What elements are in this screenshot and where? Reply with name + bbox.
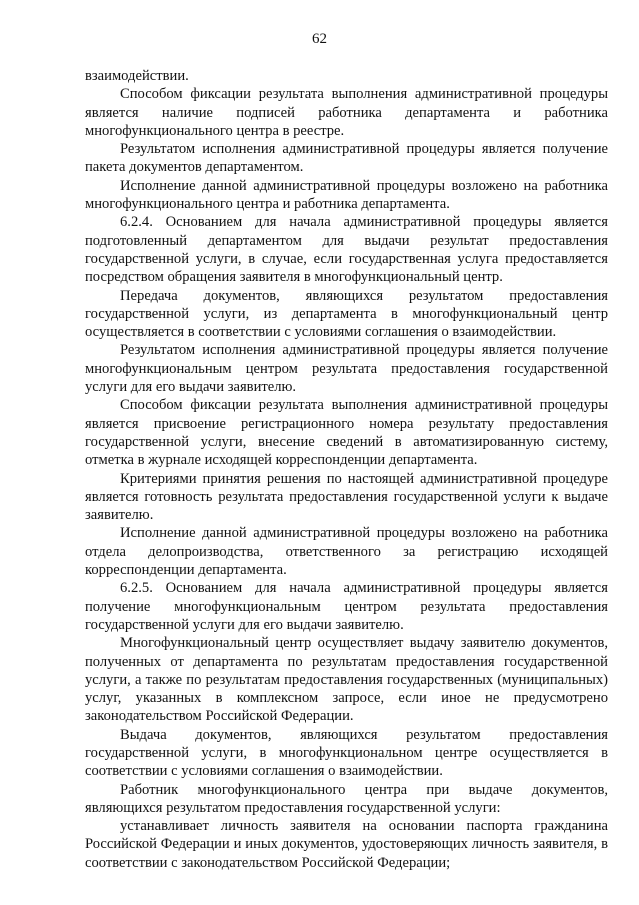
paragraph: Передача документов, являющихся результатом предоставления государственной услуги, из департамента в многофункциональный центр осуществляется в соответствии с условиями соглашения о взаимодействии. [85, 287, 608, 341]
paragraph: Работник многофункционального центра при выдаче документов, являющихся результатом предоставления государственной услуги: [85, 781, 608, 816]
paragraph: Многофункциональный центр осуществляет выдачу заявителю документов, полученных от департамента по результатам предоставления государственной услуги, а также по результатам предоставления государственных (муниципальных) услуг, указанных в комплексном запросе, если иное не предусмотрено законодательством Российской Федерации. [85, 635, 608, 725]
paragraph: Исполнение данной административной процедуры возложено на работника многофункционального центра и работника департамента. [85, 177, 608, 213]
paragraph-clause-6-2-4: 6.2.4. Основанием для начала административной процедуры является подготовленный департаментом для выдачи результат предоставления государственной услуги, в случае, если государственная услуга предоставляется посредством обращения заявителя в многофункциональный центр. [85, 214, 608, 286]
paragraph: Результатом исполнения административной процедуры является получение многофункциональным центром результата предоставления государственной услуги для его выдачи заявителю. [85, 342, 608, 396]
paragraph-continuation: взаимодействии. [85, 68, 189, 84]
paragraph: Способом фиксации результата выполнения административной процедуры является наличие подписей работника департамента и работника многофункционального центра в реестре. [85, 86, 608, 139]
paragraph: устанавливает личность заявителя на основании паспорта гражданина Российской Федерации и иных документов, удостоверяющих личность заявителя, в соответствии с законодательством Российской Федерации; [85, 818, 608, 871]
page-number: 62 [312, 31, 327, 47]
paragraph: Способом фиксации результата выполнения административной процедуры является присвоение регистрационного номера результату предоставления государственной услуги, внесение сведений в автоматизированную систему, отметка в журнале исходящей корреспонденции департамента. [85, 397, 608, 469]
paragraph-clause-6-2-5: 6.2.5. Основанием для начала административной процедуры является получение многофункциональным центром результата предоставления государственной услуги для его выдачи заявителю. [85, 580, 608, 633]
paragraph: Критериями принятия решения по настоящей административной процедуре является готовность результата предоставления государственной услуги к выдаче заявителю. [85, 470, 608, 524]
document-body [85, 67, 608, 872]
paragraph: Результатом исполнения административной процедуры является получение пакета документов департаментом. [85, 141, 608, 176]
paragraph: Выдача документов, являющихся результатом предоставления государственной услуги, в многофункциональном центре осуществляется в соответствии с условиями соглашения о взаимодействии. [85, 726, 608, 780]
paragraph: Исполнение данной административной процедуры возложено на работника отдела делопроизводства, ответственного за регистрацию исходящей корреспонденции департамента. [85, 525, 608, 579]
